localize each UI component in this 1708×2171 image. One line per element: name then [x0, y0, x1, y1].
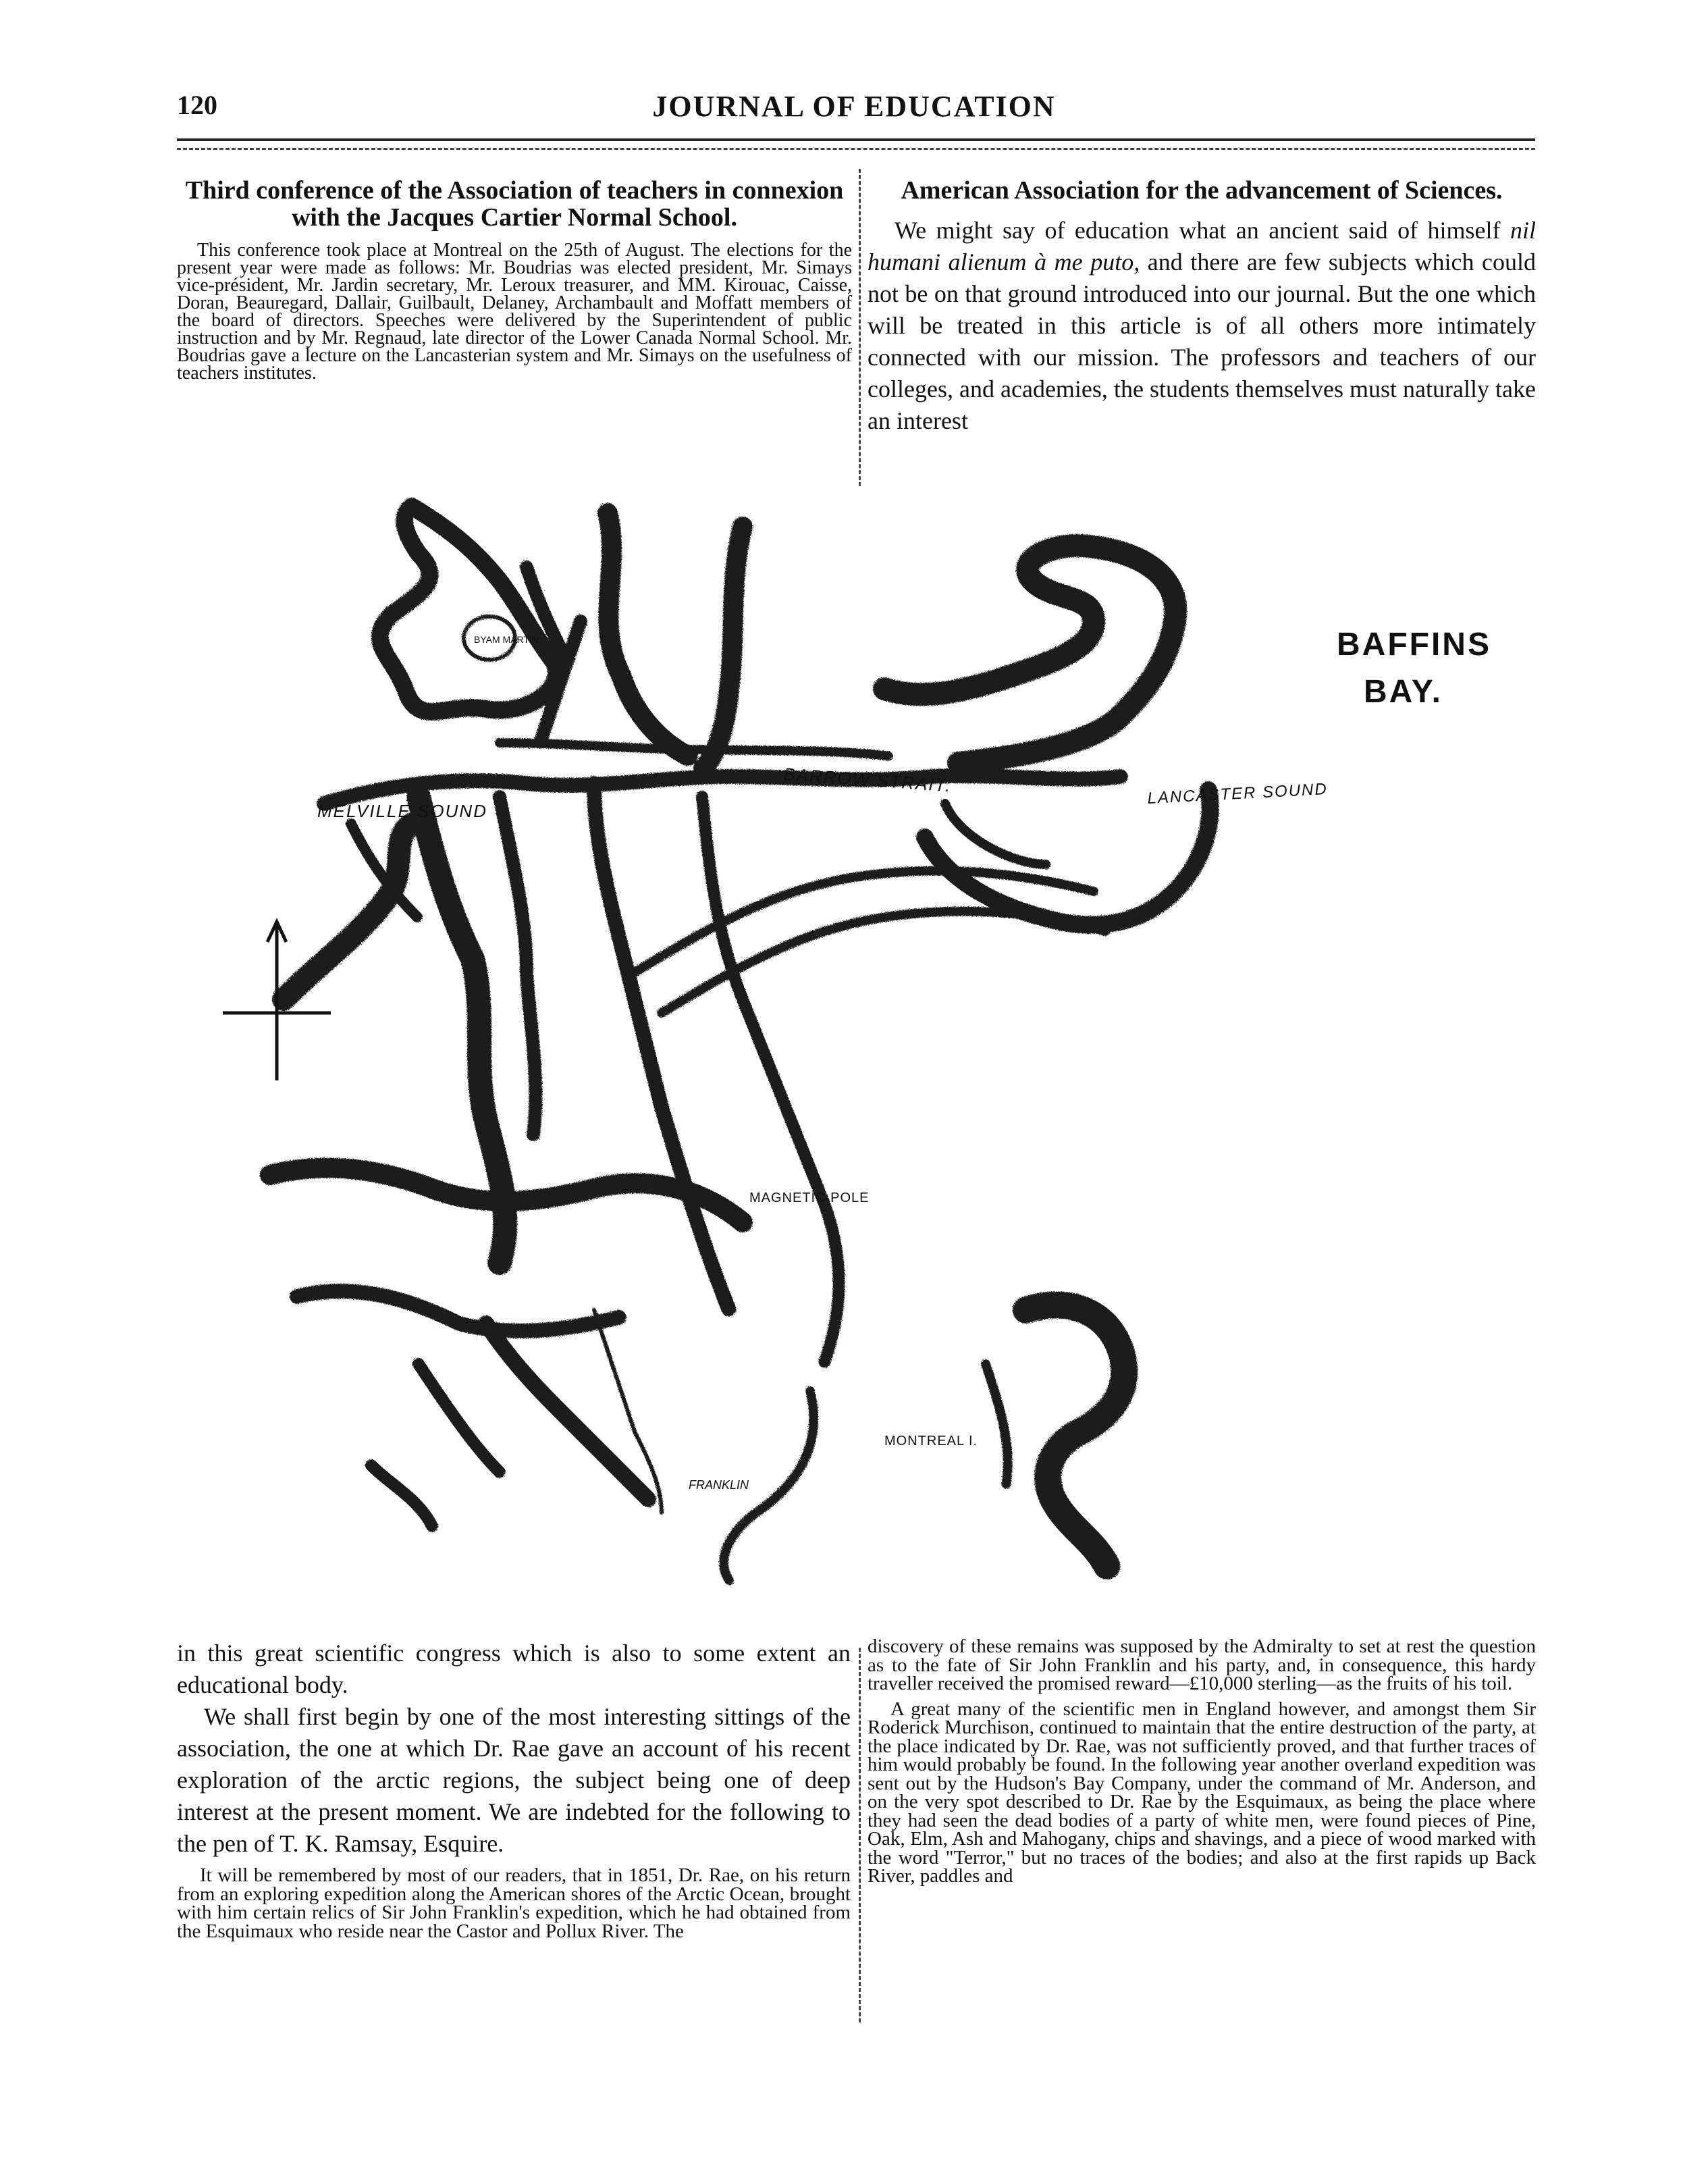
arctic-map-svg: [216, 486, 1512, 1627]
running-head: JOURNAL OF EDUCATION: [652, 90, 1056, 123]
label-byam-martin: BYAM MARTIN: [474, 634, 539, 645]
label-melville-sound: MELVILLE SOUND: [317, 801, 487, 821]
label-barrow-strait: BARROW STRAIT.: [782, 764, 953, 796]
bottom-right-column: [868, 1638, 1536, 1886]
column-divider-top: [859, 169, 861, 486]
byam-martin-coast: [380, 506, 556, 712]
north-devon-coast: [884, 546, 1175, 763]
header-rule: [177, 138, 1535, 141]
label-bay: BAY.: [1364, 674, 1443, 710]
boothia-arm-coast: [635, 871, 1107, 1013]
compass-cross: [223, 922, 331, 1080]
peel-sound-east-coast: [500, 797, 535, 1134]
intro-text-before: We might say of education what an ancient said of himself: [895, 217, 1510, 244]
label-baffins: BAFFINS: [1337, 627, 1491, 662]
label-lancaster-sound: LANCASTER SOUND: [1146, 780, 1329, 808]
left-article-body: This conference took place at Montreal on the 25th of August. The elections for the present year were made as follows: Mr. Boudrias was elected president, Mr. Simays vice-président, Mr. Jardin secretary, Mr. Leroux treasurer, and MM. Kirouac, Caisse, Doran, Beauregard, Dallair, Guilbault, Delaney, Archambault and Moffatt members of the board of directors. Speeches were delivered by the Superintendent of public instruction and by Mr. Regnaud, late director of the Lower Canada Normal School. Mr. Boudrias gave a lecture on the Lancasterian system and Mr. Simays on the usefulness of teachers institutes.: [177, 240, 852, 384]
wellington-channel-coast: [608, 513, 743, 770]
montreal-island-coast: [486, 1324, 648, 1499]
label-montreal-island: MONTREAL I.: [884, 1434, 978, 1448]
label-magnetic-pole: MAGNETIC POLE: [749, 1191, 870, 1205]
label-franklin: FRANKLIN: [689, 1478, 749, 1492]
left-article: [177, 177, 852, 382]
right-article-heading: American Association for the advancement of Sciences.: [901, 176, 1503, 205]
melville-peninsula-coast: [1026, 1305, 1124, 1567]
arctic-map: [216, 486, 1512, 1627]
bottom-left-column: [177, 1638, 851, 1941]
bottom-right-para-2: A great many of the scientific men in England however, and amongst them Sir Roderick Murchison, continued to maintain that the entire destruction of the party, at the place indicated by Dr. Rae, was not sufficiently proved, and that further traces of him would probably be found. In the following year another overland expedition was sent out by the Hudson's Bay Company, under the command of Mr. Anderson, and on the very spot described to Dr. Rae by the Esquimaux, as being the place where they had seen the dead bodies of a party of white men, were found pieces of Pine, Oak, Elm, Ash and Mahogany, chips and shavings, and a piece of wood marked with the word "Terror," but no traces of the bodies; and also at the first rapids up Back River, paddles and: [868, 1698, 1536, 1887]
southern-coast: [371, 1364, 500, 1526]
right-article-intro: [868, 215, 1536, 437]
prince-of-wales-coast: [284, 824, 412, 999]
column-divider-bottom: [859, 1648, 861, 2022]
adelaide-coast: [297, 1291, 621, 1331]
page-number: 120: [177, 90, 217, 120]
barrow-strait-south-coast: [324, 776, 1121, 804]
somerset-inner-coast: [945, 804, 1046, 864]
header-rule-dashed: [177, 148, 1535, 150]
intro-latin-phrase: nil humani alienum à me puto,: [868, 217, 1536, 276]
bottom-right-para-1: discovery of these remains was supposed by the Admiralty to set at rest the question as to the fate of Sir John Franklin and his party, and, in consequence, this hardy traveller received the promised reward—£10,000 sterling—as the fruits of his toil.: [868, 1636, 1536, 1694]
left-article-heading: Third conference of the Association of teachers in connexion with the Jacques Cartier Normal School.: [185, 176, 844, 232]
somerset-coast: [925, 790, 1210, 925]
bottom-left-para-2: We shall first begin by one of the most interesting sittings of the association, the one at which Dr. Rae gave an account of his recent exploration of the arctic regions, the subject being one of deep interest at the present moment. We are indebted for the following to the pen of T. K. Ramsay, Esquire.: [177, 1703, 851, 1857]
intro-text-after: and there are few subjects which could not be on that ground introduced into our journal. But the one which will be treated in this article is of all others more intimately connected with our mission. The professors and teachers of our colleges, and academies, the students themselves must naturally take an interest: [868, 249, 1536, 434]
bottom-left-para-1: in this great scientific congress which is also to some extent an educational body.: [177, 1640, 851, 1698]
bottom-left-para-3: It will be remembered by most of our readers, that in 1851, Dr. Rae, on his return from an exploring expedition along the American shores of the Arctic Ocean, brought with him certain relics of Sir John Franklin's expedition, which he had obtained from the Esquimaux who reside near the Castor and Pollux River. The: [177, 1864, 851, 1942]
right-article: [868, 177, 1536, 437]
melville-peninsula-inner: [986, 1364, 1008, 1486]
